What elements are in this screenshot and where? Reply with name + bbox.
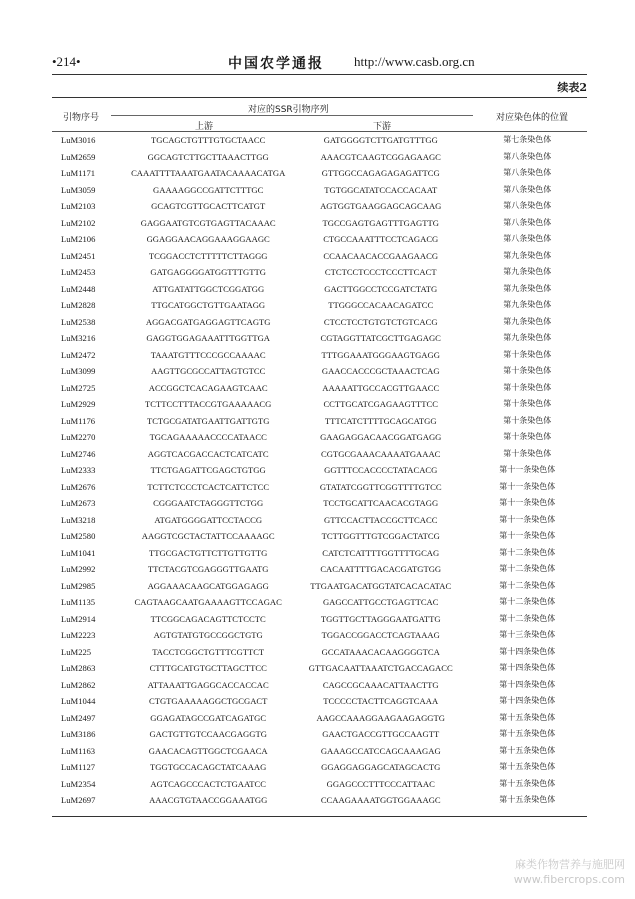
chromosome-cell: 第八条染色体 bbox=[503, 217, 552, 227]
table-row bbox=[52, 726, 587, 743]
primer-id-cell: LuM2102 bbox=[61, 217, 96, 228]
chromosome-cell: 第十五条染色体 bbox=[499, 712, 556, 722]
column-header-primer-id: 引物序号 bbox=[63, 113, 100, 123]
forward-primer-cell: TAAATGTTTCCCGCCAAAAC bbox=[150, 349, 266, 360]
forward-primer-cell: AAACGTGTAACCGGAAATGG bbox=[149, 795, 268, 805]
forward-primer-cell: AGGACGATGAGGAGTTCAGTG bbox=[145, 316, 271, 327]
chromosome-cell: 第十一条染色体 bbox=[499, 531, 556, 540]
primer-id-cell: LuM2659 bbox=[61, 151, 96, 162]
reverse-primer-cell: TGGTTGCTTAGGGAATGATTG bbox=[320, 613, 441, 624]
chromosome-cell: 第九条染色体 bbox=[503, 300, 552, 309]
primer-id-cell: LuM3186 bbox=[61, 729, 96, 739]
table-row bbox=[52, 149, 587, 166]
primer-table bbox=[52, 132, 587, 809]
forward-primer-cell: CAAATTTTAAATGAATACAAAACATGA bbox=[131, 168, 286, 178]
primer-id-cell: LuM2448 bbox=[61, 283, 96, 294]
chromosome-cell: 第八条染色体 bbox=[503, 168, 552, 177]
reverse-primer-cell: TTGAATGACATGGTATCACACATAC bbox=[310, 580, 452, 591]
forward-primer-cell: GAGGAATGTCGTGAGTTACAAAC bbox=[140, 217, 276, 228]
forward-primer-cell: GAACACAGTTGGCTCGAACA bbox=[148, 745, 268, 756]
reverse-primer-cell: CAGCCGCAAACATTAACTTG bbox=[322, 679, 439, 690]
chromosome-cell: 第九条染色体 bbox=[503, 283, 552, 293]
table-row bbox=[52, 314, 587, 331]
journal-url[interactable]: http://www.casb.org.cn bbox=[354, 54, 475, 69]
table-row bbox=[52, 528, 587, 545]
chromosome-cell: 第十二条染色体 bbox=[499, 580, 556, 590]
primer-id-cell: LuM2103 bbox=[61, 201, 96, 211]
forward-primer-cell: TCTTCTCCCTCACTCATTCTCC bbox=[147, 481, 270, 492]
reverse-primer-cell: CTCTCCTCCCTCCCTTCACT bbox=[324, 267, 437, 277]
table-row bbox=[52, 363, 587, 380]
primer-id-cell: LuM2985 bbox=[61, 580, 96, 591]
primer-id-cell: LuM2676 bbox=[61, 481, 96, 492]
table-row bbox=[52, 759, 587, 776]
chromosome-cell: 第十五条染色体 bbox=[499, 729, 556, 738]
chromosome-cell: 第十一条染色体 bbox=[499, 514, 556, 524]
forward-primer-cell: GGAGATAGCCGATCAGATGC bbox=[150, 712, 267, 723]
primer-id-cell: LuM2354 bbox=[61, 778, 96, 789]
primer-id-cell: LuM1163 bbox=[61, 745, 96, 756]
reverse-primer-cell: TGCCGAGTGAGTTTGAGTTG bbox=[322, 217, 439, 228]
forward-primer-cell: GAGGTGGAGAAATTTGGTTGA bbox=[146, 333, 271, 343]
table-row bbox=[52, 512, 587, 529]
primer-id-cell: LuM2580 bbox=[61, 531, 96, 541]
reverse-primer-cell: GCCATAAACACAAGGGGTCA bbox=[321, 646, 440, 657]
table-bottom-rule bbox=[52, 816, 587, 817]
primer-id-cell: LuM2992 bbox=[61, 564, 96, 574]
forward-primer-cell: ATTGATATTGGCTCGGATGG bbox=[152, 283, 265, 294]
primer-id-cell: LuM1127 bbox=[61, 762, 96, 772]
primer-id-cell: LuM2451 bbox=[61, 250, 96, 261]
forward-primer-cell: AGGTCACGACCACTCATCATC bbox=[147, 448, 269, 459]
forward-primer-cell: AGTGTATGTGCCGGCTGTG bbox=[153, 630, 263, 640]
chromosome-cell: 第八条染色体 bbox=[503, 184, 552, 194]
chromosome-cell: 第十三条染色体 bbox=[499, 630, 556, 639]
table-row bbox=[52, 132, 587, 149]
table-row bbox=[52, 165, 587, 182]
forward-primer-cell: ATTAAATTGAGGCACCACCAC bbox=[147, 679, 269, 690]
primer-id-cell: LuM2863 bbox=[61, 663, 96, 673]
table-row bbox=[52, 776, 587, 793]
forward-primer-cell: TCTTCCTTTACCGTGAAAAACG bbox=[145, 399, 272, 409]
forward-primer-cell: AGGAAACAAGCATGGAGAGG bbox=[147, 580, 269, 591]
primer-id-cell: LuM1171 bbox=[61, 168, 96, 178]
reverse-primer-cell: GGAGGAGGAGCATAGCACTG bbox=[321, 762, 441, 772]
table-subheader-rule bbox=[111, 115, 473, 116]
chromosome-cell: 第十五条染色体 bbox=[499, 762, 556, 771]
forward-primer-cell: GCAGTCGTTGCACTTCATGT bbox=[151, 201, 266, 211]
reverse-primer-cell: AGTGGTGAAGGAGCAGCAAG bbox=[320, 201, 442, 211]
chromosome-cell: 第八条染色体 bbox=[503, 234, 552, 243]
table-row bbox=[52, 660, 587, 677]
chromosome-cell: 第十五条染色体 bbox=[499, 745, 556, 755]
reverse-primer-cell: CTCCTCCTGTGTCTGTCACG bbox=[323, 316, 438, 327]
forward-primer-cell: GACTGTTGTCCAACGAGGTG bbox=[149, 729, 267, 739]
chromosome-cell: 第九条染色体 bbox=[503, 267, 552, 276]
chromosome-cell: 第九条染色体 bbox=[503, 250, 552, 260]
reverse-primer-cell: GGTTTCCACCCCTATACACG bbox=[324, 465, 438, 475]
reverse-primer-cell: GAAGAGGACAACGGATGAGG bbox=[320, 432, 442, 442]
table-continued-label: 续表2 bbox=[557, 81, 587, 94]
primer-id-cell: LuM225 bbox=[61, 646, 92, 657]
reverse-primer-cell: CCAACAACACCGAAGAACG bbox=[323, 250, 439, 261]
table-row bbox=[52, 396, 587, 413]
primer-id-cell: LuM2223 bbox=[61, 630, 96, 640]
table-row bbox=[52, 545, 587, 562]
table-row bbox=[52, 347, 587, 364]
reverse-primer-cell: GTTGACAATTAAATCTGACCAGACC bbox=[308, 663, 453, 673]
table-row bbox=[52, 198, 587, 215]
primer-id-cell: LuM2333 bbox=[61, 465, 96, 475]
forward-primer-cell: GGAGGAACAGGAAAGGAAGC bbox=[146, 234, 270, 244]
reverse-primer-cell: CATCTCATTTTGGTTTTGCAG bbox=[322, 547, 440, 558]
forward-primer-cell: AAGTTGCGCCATTAGTGTCC bbox=[151, 366, 266, 376]
reverse-primer-cell: TCCCCCTACTTCAGGTCAAA bbox=[323, 696, 439, 706]
chromosome-cell: 第十四条染色体 bbox=[499, 663, 556, 672]
table-row bbox=[52, 792, 587, 809]
table-row bbox=[52, 578, 587, 595]
table-row bbox=[52, 330, 587, 347]
chromosome-cell: 第八条染色体 bbox=[503, 151, 552, 161]
forward-primer-cell: TGCAGAAAAACCCCATAACC bbox=[149, 432, 267, 442]
chromosome-cell: 第十二条染色体 bbox=[499, 547, 556, 557]
forward-primer-cell: TGGTGCCACAGCTATCAAAG bbox=[150, 762, 267, 772]
forward-primer-cell: AGTCAGCCCACTCTGAATCC bbox=[150, 778, 266, 789]
table-row bbox=[52, 479, 587, 496]
reverse-primer-cell: GTTGGCCAGAGAGAGATTCG bbox=[321, 168, 440, 178]
primer-id-cell: LuM1041 bbox=[61, 547, 96, 558]
primer-id-cell: LuM2538 bbox=[61, 316, 96, 327]
chromosome-cell: 第九条染色体 bbox=[503, 333, 552, 342]
table-row bbox=[52, 297, 587, 314]
primer-id-cell: LuM2697 bbox=[61, 795, 96, 805]
primer-id-cell: LuM2862 bbox=[61, 679, 96, 690]
table-top-rule bbox=[52, 97, 587, 98]
journal-name: 中国农学通报 bbox=[228, 56, 324, 72]
reverse-primer-cell: AAGCCAAAGGAAGAAGAGGTG bbox=[316, 712, 445, 723]
reverse-primer-cell: GTATATCGGTTCGGTTTTGTCC bbox=[319, 481, 442, 492]
forward-primer-cell: GAAAAGGCCGATTCTTTGC bbox=[153, 184, 264, 195]
primer-id-cell: LuM2725 bbox=[61, 382, 96, 393]
table-row bbox=[52, 644, 587, 661]
primer-id-cell: LuM2270 bbox=[61, 432, 96, 442]
primer-id-cell: LuM3059 bbox=[61, 184, 96, 195]
reverse-primer-cell: CCAAGAAAATGGTGGAAAGC bbox=[320, 795, 441, 805]
chromosome-cell: 第十五条染色体 bbox=[499, 795, 556, 804]
reverse-primer-cell: CGTGCGAAACAAAATGAAAC bbox=[321, 448, 441, 459]
primer-id-cell: LuM2914 bbox=[61, 613, 96, 624]
primer-id-cell: LuM3218 bbox=[61, 514, 96, 525]
reverse-primer-cell: GGAGCCCTTTCCCATTAAC bbox=[326, 778, 435, 789]
primer-id-cell: LuM2106 bbox=[61, 234, 96, 244]
chromosome-cell: 第十条染色体 bbox=[503, 382, 552, 392]
forward-primer-cell: TTGCATGGCTGTTGAATAGG bbox=[151, 300, 266, 310]
chromosome-cell: 第十条染色体 bbox=[503, 448, 552, 458]
reverse-primer-cell: GAGCCATTGCCTGAGTTCAC bbox=[322, 597, 439, 607]
reverse-primer-cell: CCTTGCATCGAGAAGTTTCC bbox=[323, 399, 439, 409]
chromosome-cell: 第十二条染色体 bbox=[499, 597, 556, 606]
table-row bbox=[52, 677, 587, 694]
primer-id-cell: LuM2673 bbox=[61, 498, 96, 508]
column-header-ssr-sequence: 对应的SSR引物序列 bbox=[248, 105, 329, 115]
table-row bbox=[52, 264, 587, 281]
table-row bbox=[52, 248, 587, 265]
chromosome-cell: 第十四条染色体 bbox=[499, 679, 556, 689]
primer-id-cell: LuM2929 bbox=[61, 399, 96, 409]
chromosome-cell: 第十条染色体 bbox=[503, 349, 552, 359]
forward-primer-cell: CTTTGCATGTGCTTAGCTTCC bbox=[149, 663, 267, 673]
primer-id-cell: LuM1044 bbox=[61, 696, 96, 706]
chromosome-cell: 第十条染色体 bbox=[503, 432, 552, 441]
reverse-primer-cell: TTTGGAAATGGGAAGTGAGG bbox=[321, 349, 440, 360]
reverse-primer-cell: GAAAGCCATCCAGCAAAGAG bbox=[320, 745, 441, 756]
reverse-primer-cell: TTGGGCCACAACAGATCC bbox=[328, 300, 434, 310]
reverse-primer-cell: GAACTGACCGTTGCCAAGTT bbox=[322, 729, 440, 739]
reverse-primer-cell: GTTCCACTTACCGCTTCACC bbox=[324, 514, 438, 525]
reverse-primer-cell: TTTCATCTTTTGCAGCATGG bbox=[324, 415, 437, 426]
forward-primer-cell: AAGGTCGCTACTATTCCAAAAGC bbox=[141, 531, 275, 541]
chromosome-cell: 第八条染色体 bbox=[503, 201, 552, 210]
table-row bbox=[52, 594, 587, 611]
chromosome-cell: 第十五条染色体 bbox=[499, 778, 556, 788]
table-row bbox=[52, 611, 587, 628]
chromosome-cell: 第十二条染色体 bbox=[499, 613, 556, 623]
table-row bbox=[52, 429, 587, 446]
primer-id-cell: LuM2472 bbox=[61, 349, 96, 360]
table-row bbox=[52, 281, 587, 298]
forward-primer-cell: GATGAGGGGATGGTTTGTTG bbox=[150, 267, 266, 277]
reverse-primer-cell: AAAAATTGCCACGTTGAACC bbox=[322, 382, 440, 393]
forward-primer-cell: TTCGGCAGACAGTTCTCCTC bbox=[150, 613, 266, 624]
reverse-primer-cell: AAACGTCAAGTCGGAGAAGC bbox=[320, 151, 441, 162]
table-row bbox=[52, 627, 587, 644]
table-row bbox=[52, 413, 587, 430]
primer-id-cell: LuM1176 bbox=[61, 415, 96, 426]
primer-id-cell: LuM2828 bbox=[61, 300, 96, 310]
chromosome-cell: 第十条染色体 bbox=[503, 415, 552, 425]
table-row bbox=[52, 231, 587, 248]
watermark-title: 麻类作物营养与施肥网 bbox=[515, 858, 625, 871]
forward-primer-cell: TTGCGACTGTTCTTGTTGTTG bbox=[149, 547, 268, 558]
forward-primer-cell: TTCTACGTCGAGGGTTGAATG bbox=[147, 564, 269, 574]
watermark-url: www.fibercrops.com bbox=[513, 873, 625, 886]
primer-id-cell: LuM1135 bbox=[61, 597, 96, 607]
chromosome-cell: 第七条染色体 bbox=[503, 135, 552, 144]
reverse-primer-cell: TCCTGCATTCAACACGTAGG bbox=[323, 498, 439, 508]
watermark bbox=[514, 857, 625, 887]
chromosome-cell: 第十四条染色体 bbox=[499, 696, 556, 705]
forward-primer-cell: CAGTAAGCAATGAAAAGTTCCAGAC bbox=[134, 597, 282, 607]
forward-primer-cell: TTCTGAGATTCGAGCTGTGG bbox=[150, 465, 266, 475]
forward-primer-cell: TCTGCGATATGAATTGATTGTG bbox=[146, 415, 270, 426]
chromosome-cell: 第十二条染色体 bbox=[499, 564, 556, 573]
primer-id-cell: LuM2453 bbox=[61, 267, 96, 277]
chromosome-cell: 第十一条染色体 bbox=[499, 498, 556, 507]
forward-primer-cell: ATGATGGGGATTCCTACCG bbox=[154, 514, 263, 525]
table-row bbox=[52, 693, 587, 710]
table-row bbox=[52, 495, 587, 512]
table-row bbox=[52, 710, 587, 727]
reverse-primer-cell: CACAATTTTGACACGATGTGG bbox=[320, 564, 442, 574]
chromosome-cell: 第十一条染色体 bbox=[499, 481, 556, 491]
forward-primer-cell: TCGGACCTCTTTTTCTTAGGG bbox=[148, 250, 268, 261]
chromosome-cell: 第十一条染色体 bbox=[499, 465, 556, 474]
column-header-forward: 上游 bbox=[195, 122, 214, 132]
forward-primer-cell: GGCAGTCTTGCTTAAACTTGG bbox=[147, 151, 269, 162]
table-row bbox=[52, 380, 587, 397]
table-row bbox=[52, 215, 587, 232]
primer-id-cell: LuM2497 bbox=[61, 712, 96, 723]
forward-primer-cell: CGGGAATCTAGGGTTCTGG bbox=[153, 498, 264, 508]
primer-id-cell: LuM2746 bbox=[61, 448, 96, 459]
forward-primer-cell: TGCAGCTGTTTGTGCTAACC bbox=[151, 135, 266, 145]
chromosome-cell: 第十四条染色体 bbox=[499, 646, 556, 656]
page-header bbox=[52, 52, 587, 75]
column-header-reverse: 下游 bbox=[373, 122, 392, 132]
reverse-primer-cell: TGTGGCATATCCACCACAAT bbox=[324, 184, 438, 195]
reverse-primer-cell: TGGACCGGACCTCAGTAAAG bbox=[321, 630, 440, 640]
reverse-primer-cell: GATGGGGTCTTGATGTTTGG bbox=[323, 135, 438, 145]
forward-primer-cell: ACCGGCTCACAGAAGTCAAC bbox=[148, 382, 268, 393]
reverse-primer-cell: TCTTGGTTTGTCGGACTATCG bbox=[321, 531, 440, 541]
primer-id-cell: LuM3099 bbox=[61, 366, 96, 376]
primer-id-cell: LuM3216 bbox=[61, 333, 96, 343]
forward-primer-cell: TACCTCGGCTGTTTCGTTCT bbox=[152, 646, 265, 657]
chromosome-cell: 第十条染色体 bbox=[503, 366, 552, 375]
reverse-primer-cell: GACTTGGCCTCCGATCTATG bbox=[324, 283, 438, 294]
table-row bbox=[52, 446, 587, 463]
table-row bbox=[52, 561, 587, 578]
page-number: •214• bbox=[52, 54, 81, 69]
reverse-primer-cell: CTGCCAAATTTCCTCAGACG bbox=[323, 234, 439, 244]
primer-id-cell: LuM3016 bbox=[61, 135, 96, 145]
reverse-primer-cell: GAACCACCCGCTAAACTCAG bbox=[321, 366, 440, 376]
chromosome-cell: 第九条染色体 bbox=[503, 316, 552, 326]
forward-primer-cell: CTGTGAAAAAGGCTGCGACT bbox=[148, 696, 268, 706]
chromosome-cell: 第十条染色体 bbox=[503, 399, 552, 408]
reverse-primer-cell: CGTAGGTTATCGCTTGAGAGC bbox=[320, 333, 441, 343]
table-row bbox=[52, 462, 587, 479]
table-row bbox=[52, 182, 587, 199]
table-row bbox=[52, 743, 587, 760]
column-header-chromosome: 对应染色体的位置 bbox=[496, 113, 569, 123]
